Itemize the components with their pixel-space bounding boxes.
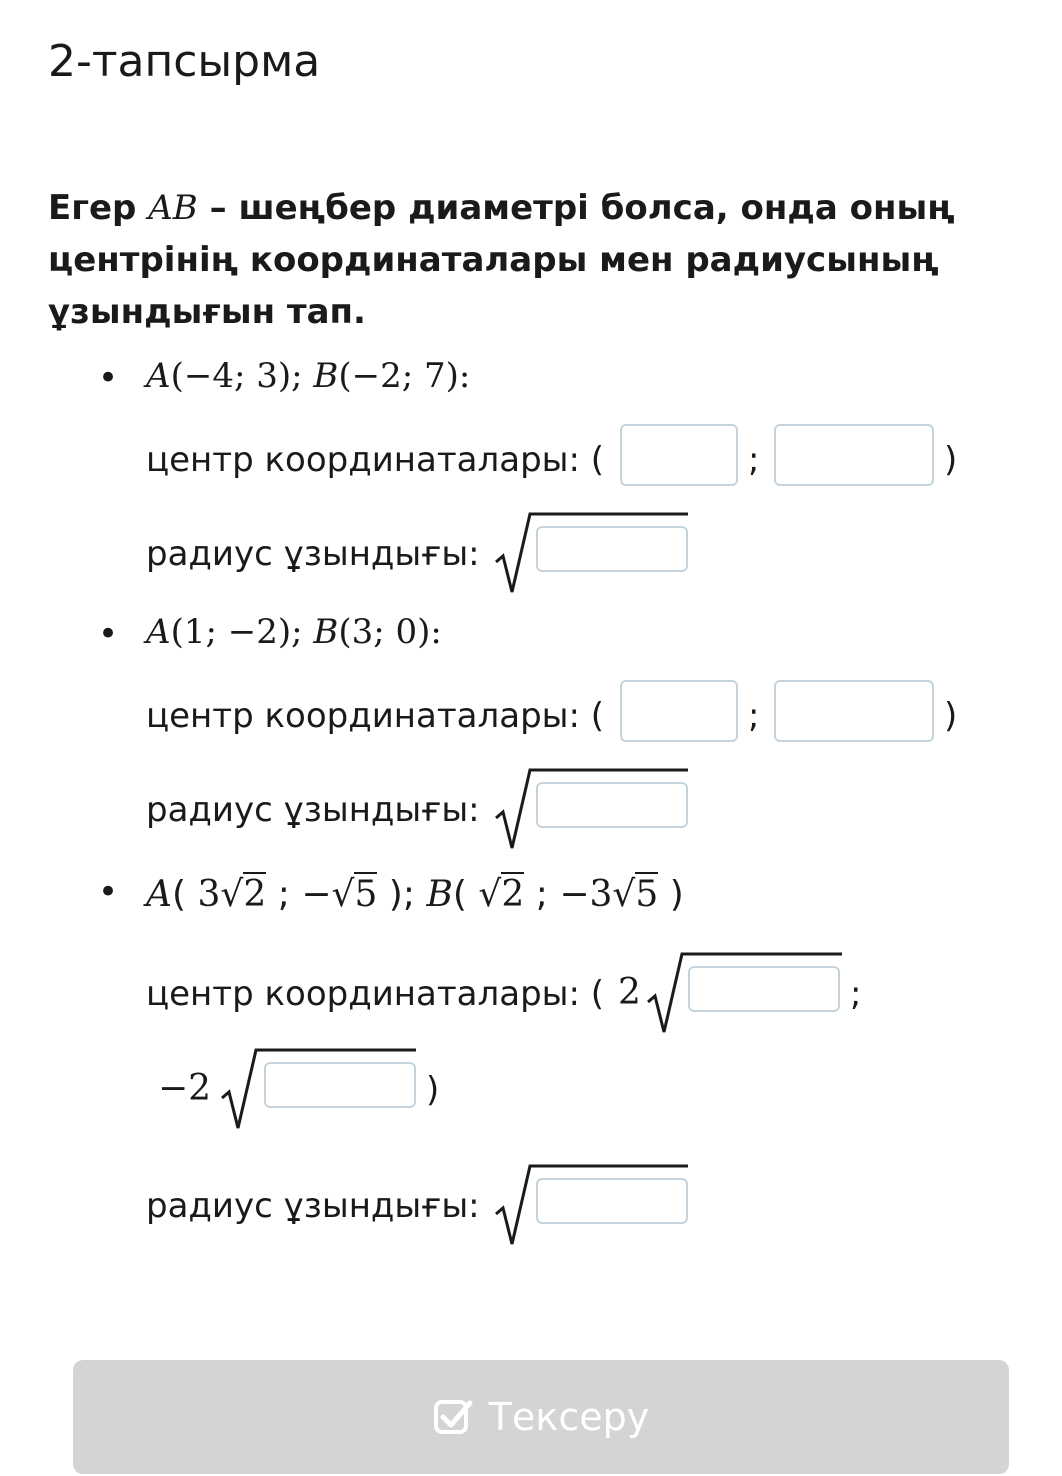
sqrt-sign-icon: √ [220,874,244,915]
separator-3: ; [850,974,862,1014]
radius-label-3: радиус ұзындығы: [146,1186,480,1226]
point-a-sep: ; [277,874,290,915]
point-b-name: B [313,356,339,396]
task-prefix: Егер [48,188,137,228]
point-a-close: ); [388,874,415,915]
task-line3: ұзындығын тап. [48,292,366,332]
point-a-y-sign: − [301,874,332,915]
separator-2: ; [748,696,760,736]
problem-1-points [146,356,470,396]
point-a-coords: (−4; 3); [170,356,303,396]
checkbox-check-icon [433,1397,473,1437]
center-y-input-2[interactable] [774,680,934,742]
task-line1-rest: – шеңбер диаметрі болса, онда оның [209,188,955,228]
segment-name: AB [148,188,198,228]
point-a-name: A [146,356,171,396]
point-a-name: A [146,612,171,652]
point-b-coords: (3; 0): [338,612,442,652]
task-statement [48,182,1008,338]
separator-1: ; [748,440,760,480]
point-b-name: B [426,874,453,915]
point-a-x-coef: 3 [197,874,221,915]
point-a-x-radicand: 2 [243,874,267,915]
problem-3-points [146,874,684,915]
radius-input-1[interactable] [536,526,688,572]
close-paren-1: ) [944,440,958,480]
center-label-2: центр координаталары: ( [146,696,605,736]
point-b-close: ) [669,874,684,915]
point-b-name: B [313,612,339,652]
check-button-label: Тексеру [488,1395,650,1439]
point-b-x-radicand: 2 [501,874,525,915]
center-x-input-1[interactable] [620,424,738,486]
sqrt-sign-icon: √ [331,874,355,915]
radius-input-2[interactable] [536,782,688,828]
bullet-2: • [98,614,119,654]
point-b-coords: (−2; 7): [338,356,471,396]
sqrt-sign-icon: √ [478,874,502,915]
close-paren-2: ) [944,696,958,736]
center-label-3: центр координаталары: ( [146,974,605,1014]
bullet-1: • [98,358,119,398]
bullet-3: • [98,872,119,912]
point-b-open: ( [452,874,467,915]
radius-label-2: радиус ұзындығы: [146,790,480,830]
point-a-open: ( [172,874,187,915]
task-line2: центрінің координаталары мен радиусының [48,240,939,280]
page-title: 2-тапсырма [48,36,321,87]
point-b-sep: ; [535,874,548,915]
close-paren-3: ) [426,1070,440,1110]
point-b-y-radicand: 5 [635,874,659,915]
point-a-coords: (1; −2); [170,612,303,652]
center-y-coef: −2 [158,1068,212,1109]
radius-label-1: радиус ұзындығы: [146,534,480,574]
point-b-y-coef: −3 [559,874,613,915]
check-button[interactable] [73,1360,1009,1474]
center-y-input-1[interactable] [774,424,934,486]
radius-input-3[interactable] [536,1178,688,1224]
problem-2-points [146,612,442,652]
center-label-1: центр координаталары: ( [146,440,605,480]
point-a-name: A [146,874,172,915]
center-y-root-input-3[interactable] [264,1062,416,1108]
center-x-input-2[interactable] [620,680,738,742]
sqrt-sign-icon: √ [612,874,636,915]
center-x-root-input-3[interactable] [688,966,840,1012]
center-x-coef: 2 [618,972,641,1013]
point-a-y-radicand: 5 [354,874,378,915]
